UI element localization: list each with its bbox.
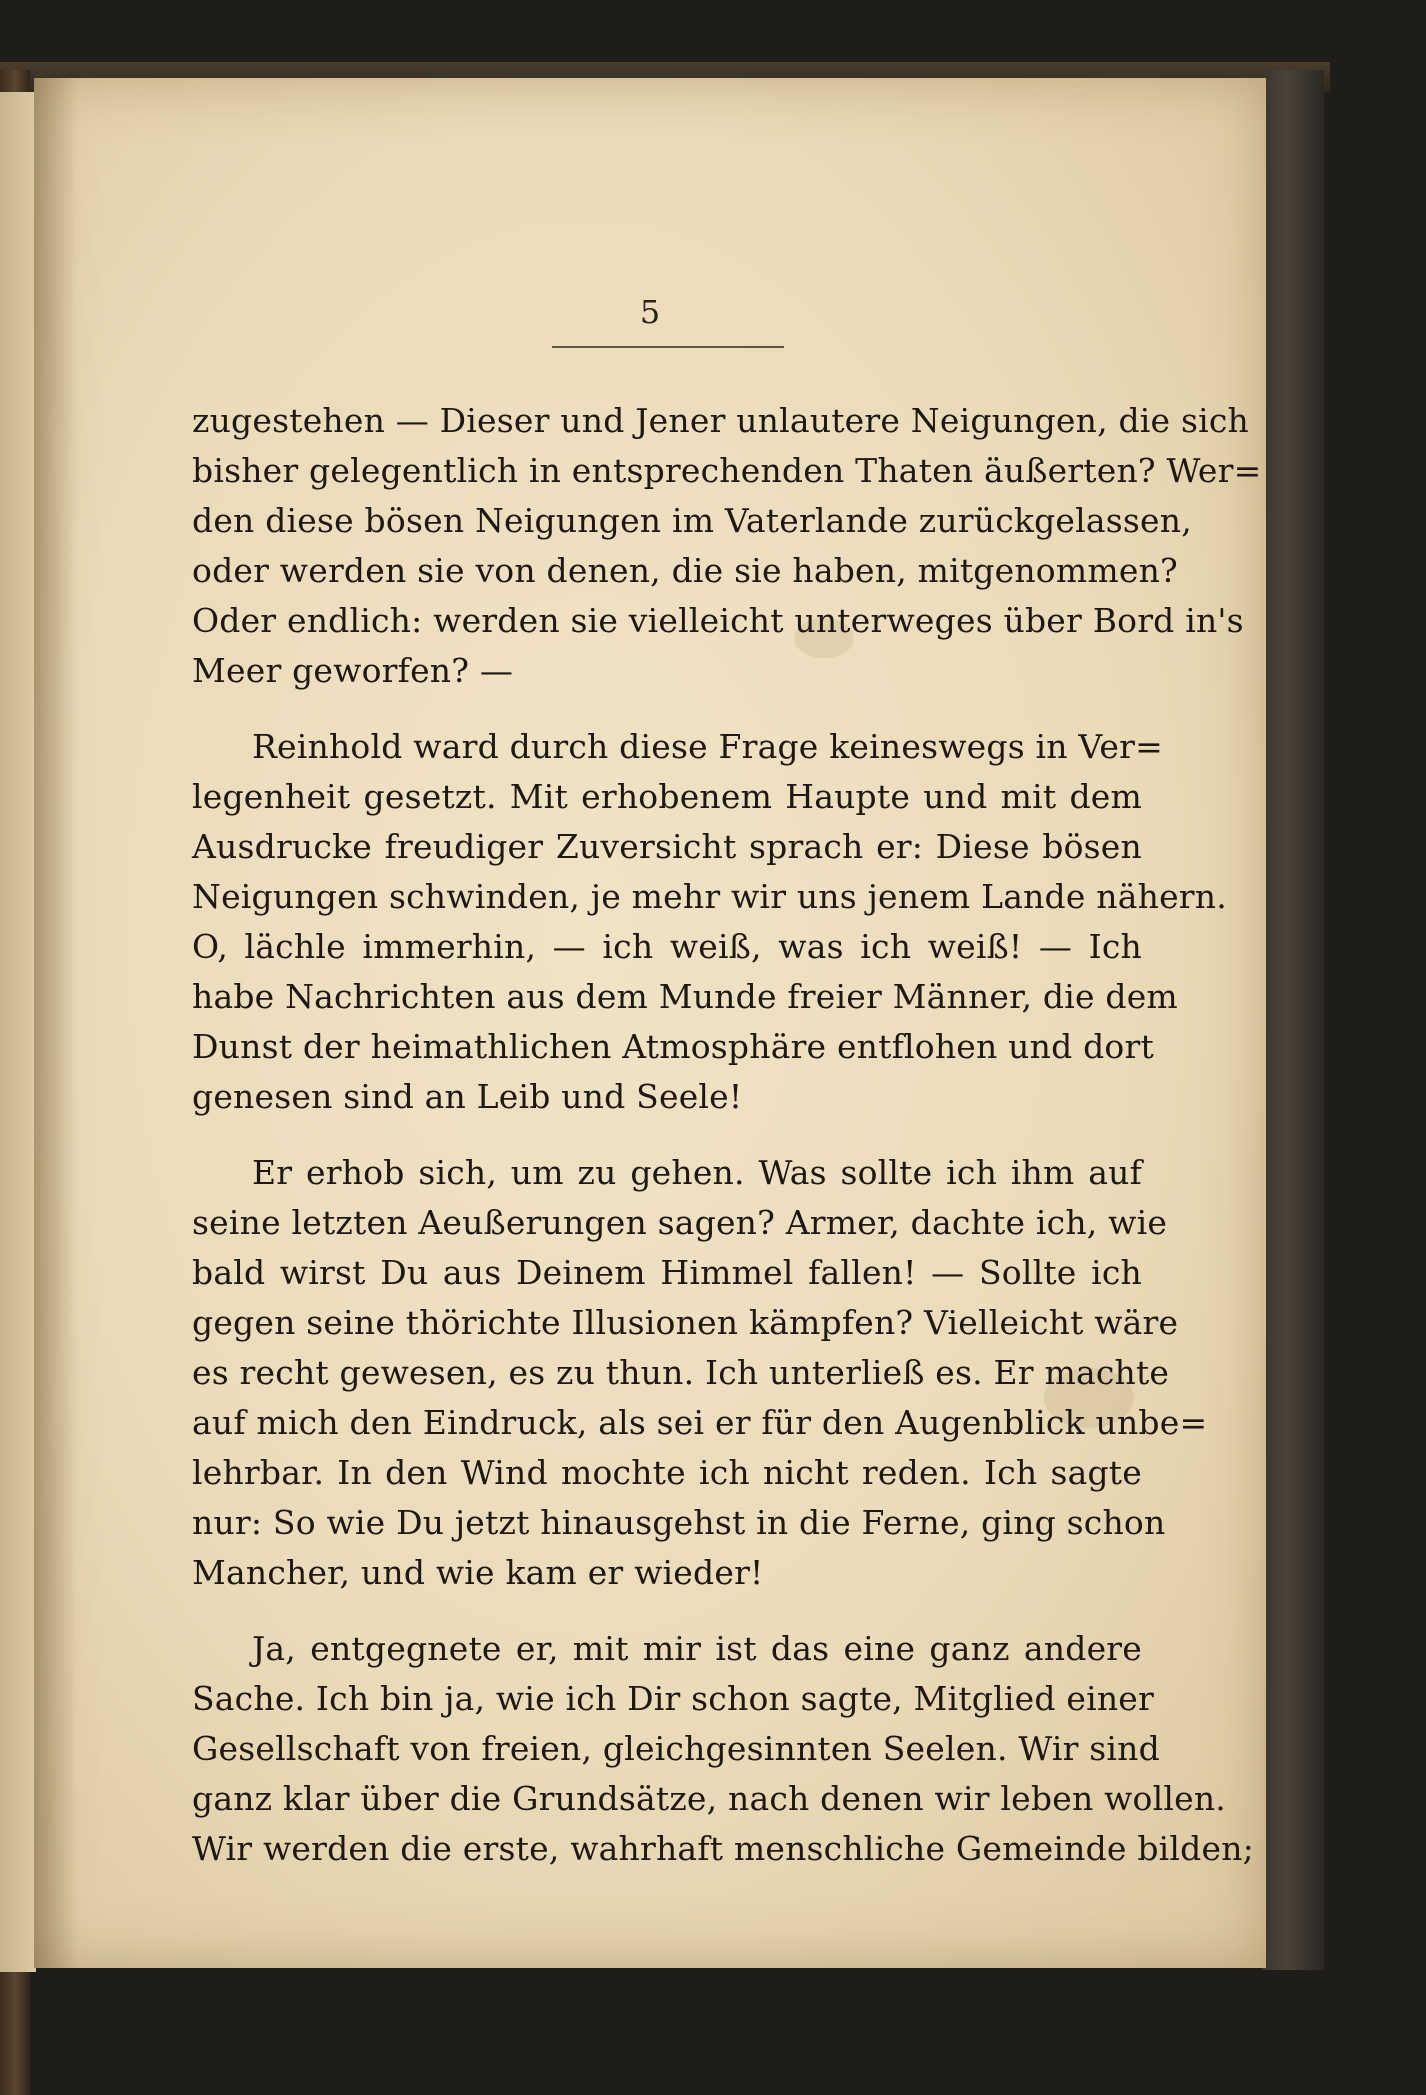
text-line: gegen seine thörichte Illusionen kämpfen? Vielleicht wäre	[192, 1303, 1179, 1342]
text-line: lehrbar. In den Wind mochte ich nicht reden. Ich sagte	[192, 1453, 1142, 1492]
text-line: legenheit gesetzt. Mit erhobenem Haupte und mit dem	[192, 777, 1142, 816]
text-line: habe Nachrichten aus dem Munde freier Männer, die dem	[192, 977, 1178, 1016]
book-cover-right-edge	[1262, 70, 1324, 1970]
text-line: den diese bösen Neigungen im Vaterlande zurückgelassen,	[192, 501, 1192, 540]
page-gutter-shadow	[34, 78, 78, 1968]
paragraph-gap	[192, 696, 1142, 722]
text-line: nur: So wie Du jetzt hinausgehst in die Ferne, ging schon	[192, 1503, 1166, 1542]
book-page	[34, 78, 1266, 1968]
text-line: auf mich den Eindruck, als sei er für den Augenblick unbe=	[192, 1403, 1208, 1442]
paragraph	[192, 722, 1227, 1122]
paragraph-gap	[192, 1122, 1142, 1148]
text-line: bisher gelegentlich in entsprechenden Thaten äußerten? Wer=	[192, 451, 1262, 490]
body-text	[192, 396, 1262, 1874]
text-line: seine letzten Aeußerungen sagen? Armer, dachte ich, wie	[192, 1203, 1168, 1242]
text-line: Ausdrucke freudiger Zuversicht sprach er: Diese bösen	[192, 827, 1142, 866]
text-line: bald wirst Du aus Deinem Himmel fallen! — Sollte ich	[192, 1253, 1142, 1292]
text-line: genesen sind an Leib und Seele!	[192, 1077, 743, 1116]
text-line: Oder endlich: werden sie vielleicht unterweges über Bord in's	[192, 601, 1244, 640]
text-line: Er erhob sich, um zu gehen. Was sollte ich ihm auf	[252, 1153, 1142, 1192]
text-line: Reinhold ward durch diese Frage keineswegs in Ver=	[252, 727, 1163, 766]
text-line: O, lächle immerhin, — ich weiß, was ich weiß! — Ich	[192, 927, 1142, 966]
text-line: es recht gewesen, es zu thun. Ich unterließ es. Er machte	[192, 1353, 1170, 1392]
paragraph	[192, 1624, 1254, 1874]
text-line: Mancher, und wie kam er wieder!	[192, 1553, 764, 1592]
text-line: Dunst der heimathlichen Atmosphäre entflohen und dort	[192, 1027, 1154, 1066]
text-line: ganz klar über die Grundsätze, nach denen wir leben wollen.	[192, 1779, 1226, 1818]
header-rule	[552, 346, 784, 348]
text-line: oder werden sie von denen, die sie haben, mitgenommen?	[192, 551, 1178, 590]
text-line: Meer geworfen? —	[192, 651, 514, 690]
paragraph-gap	[192, 1598, 1142, 1624]
previous-page-edge	[0, 92, 36, 1972]
text-line: Ja, entgegnete er, mit mir ist das eine ganz andere	[252, 1629, 1142, 1668]
text-line: zugestehen — Dieser und Jener unlautere Neigungen, die sich	[192, 401, 1250, 440]
page-number: 5	[639, 293, 661, 331]
paragraph	[192, 396, 1262, 696]
text-line: Wir werden die erste, wahrhaft menschliche Gemeinde bilden;	[192, 1829, 1254, 1868]
paragraph	[192, 1148, 1208, 1598]
text-line: Gesellschaft von freien, gleichgesinnten Seelen. Wir sind	[192, 1729, 1160, 1768]
text-line: Neigungen schwinden, je mehr wir uns jenem Lande nähern.	[192, 877, 1227, 916]
text-line: Sache. Ich bin ja, wie ich Dir schon sagte, Mitglied einer	[192, 1679, 1154, 1718]
